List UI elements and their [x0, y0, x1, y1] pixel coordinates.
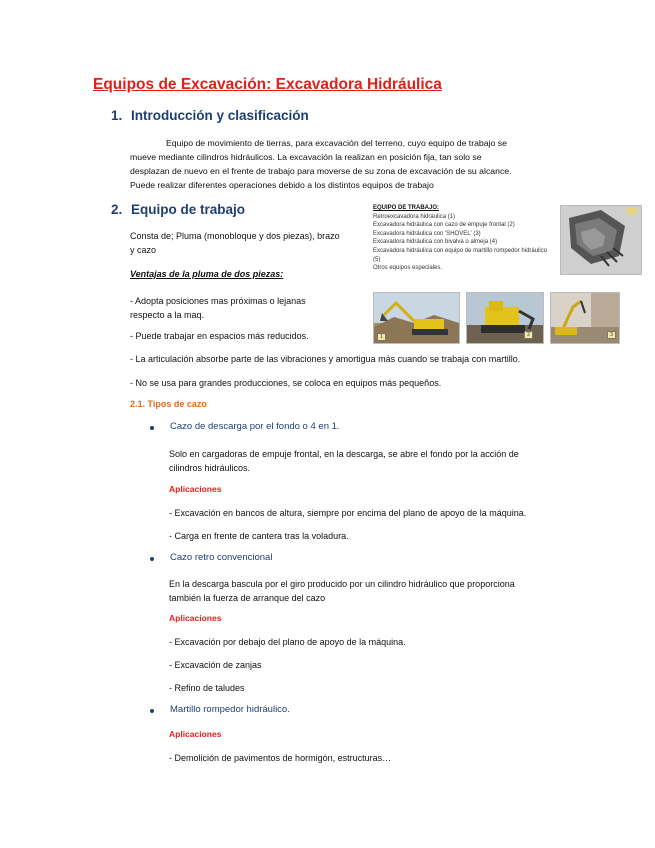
section-1-number: 1. — [111, 108, 123, 123]
cazo-item-3-title: Martillo rompedor hidráulico. — [170, 704, 290, 715]
consta-line-1: Consta de; Pluma (monobloque y dos piezas), brazo — [130, 231, 340, 241]
cazo-item-1-app-2: - Carga en frente de cantera tras la voladura. — [169, 531, 349, 541]
equipo-box-item: Excavadora hidráulica con bivalva o almeja (4) — [373, 239, 498, 246]
photo-tag-2: 2 — [524, 331, 533, 339]
cazo-item-3-apps-label: Aplicaciones — [169, 729, 222, 739]
consta-line-2: y cazo — [130, 245, 157, 255]
ventajas-line-2: - Puede trabajar en espacios más reducidos. — [130, 331, 309, 341]
section-1-line-1: Equipo de movimiento de tierras, para excavación del terreno, cuyo equipo de trabajo se — [166, 138, 507, 148]
cazo-item-2-app-1: - Excavación por debajo del plano de apoyo de la máquina. — [169, 637, 406, 647]
excavator-photo-1 — [373, 292, 460, 344]
cazo-item-3-app-1: - Demolición de pavimentos de hormigón, estructuras… — [169, 753, 392, 763]
equipo-box-item: Excavadora hidráulica con 'SHOVEL' (3) — [373, 230, 481, 237]
bucket-photo — [560, 205, 642, 275]
section-1-title: Introducción y clasificación — [131, 108, 309, 123]
photo-tag-1: 1 — [377, 333, 386, 341]
equipo-box-item: Excavadora hidráulica con equipo de martillo rompedor hidráulico (5) — [373, 247, 548, 263]
cazo-item-1-desc-1: Solo en cargadoras de empuje frontal, en la descarga, se abre el fondo por la acción de — [169, 449, 519, 459]
bullet-icon — [150, 709, 154, 713]
section-1-line-3: desplazan de nuevo en el frente de trabajo para moverse de su zona de excavación de su alcance. — [130, 166, 512, 176]
section-2-title: Equipo de trabajo — [131, 202, 246, 217]
equipo-box-title: EQUIPO DE TRABAJO: — [373, 205, 440, 211]
excavator-photo-2 — [466, 292, 544, 344]
excavator-photo-1-drawing — [374, 293, 459, 343]
cazo-item-1-title: Cazo de descarga por el fondo o 4 en 1. — [170, 421, 340, 432]
section-2-heading — [111, 202, 245, 217]
cazo-item-2-desc-1: En la descarga bascula por el giro producido por un cilindro hidráulico que proporciona — [169, 579, 515, 589]
section-1-line-2: mueve mediante cilindros hidráulicos. La excavación la realizan en posición fija, tan solo se — [130, 152, 482, 162]
ventajas-heading: Ventajas de la pluma de dos piezas: — [130, 269, 284, 279]
cazo-item-2-title: Cazo retro convencional — [170, 552, 273, 563]
cazo-item-2-app-3: - Refino de taludes — [169, 683, 245, 693]
equipo-box-item: Excavadora hidráulica con cazo de empuje frontal (2) — [373, 222, 515, 229]
document-title: Equipos de Excavación: Excavadora Hidráulica — [93, 76, 442, 93]
bullet-icon — [150, 557, 154, 561]
equipo-box-item: Otros equipos especiales. — [373, 265, 443, 272]
photo-tag-3: 3 — [607, 331, 616, 339]
section-2-1-heading: 2.1. Tipos de cazo — [130, 399, 207, 409]
cazo-item-1-apps-label: Aplicaciones — [169, 484, 222, 494]
excavator-photo-3 — [550, 292, 620, 344]
cazo-item-1-app-1: - Excavación en bancos de altura, siempre por encima del plano de apoyo de la máquina. — [169, 508, 527, 518]
equipo-box-item: Retroexcavadora hidráulica (1) — [373, 213, 456, 220]
bucket-photo-drawing — [561, 206, 641, 274]
section-1-line-4: Puede realizar diferentes operaciones debido a los distintos equipos de trabajo — [130, 180, 434, 190]
cazo-item-2-apps-label: Aplicaciones — [169, 613, 222, 623]
bullet-icon — [150, 426, 154, 430]
ventajas-line-1a: - Adopta posiciones mas próximas o lejanas — [130, 296, 306, 306]
cazo-item-2-app-2: - Excavación de zanjas — [169, 660, 262, 670]
cazo-item-1-desc-2: cilindros hidráulicos. — [169, 463, 251, 473]
equipo-trabajo-box — [373, 204, 553, 273]
ventajas-line-1b: respecto a la maq. — [130, 310, 205, 320]
ventajas-line-4: - No se usa para grandes producciones, se coloca en equipos más pequeños. — [130, 378, 442, 388]
cazo-item-2-desc-2: también la fuerza de arranque del cazo — [169, 593, 326, 603]
section-2-number: 2. — [111, 202, 123, 217]
ventajas-line-3: - La articulación absorbe parte de las vibraciones y amortigua más cuando se trabaja con martillo. — [130, 354, 521, 364]
section-1-heading — [111, 108, 309, 123]
